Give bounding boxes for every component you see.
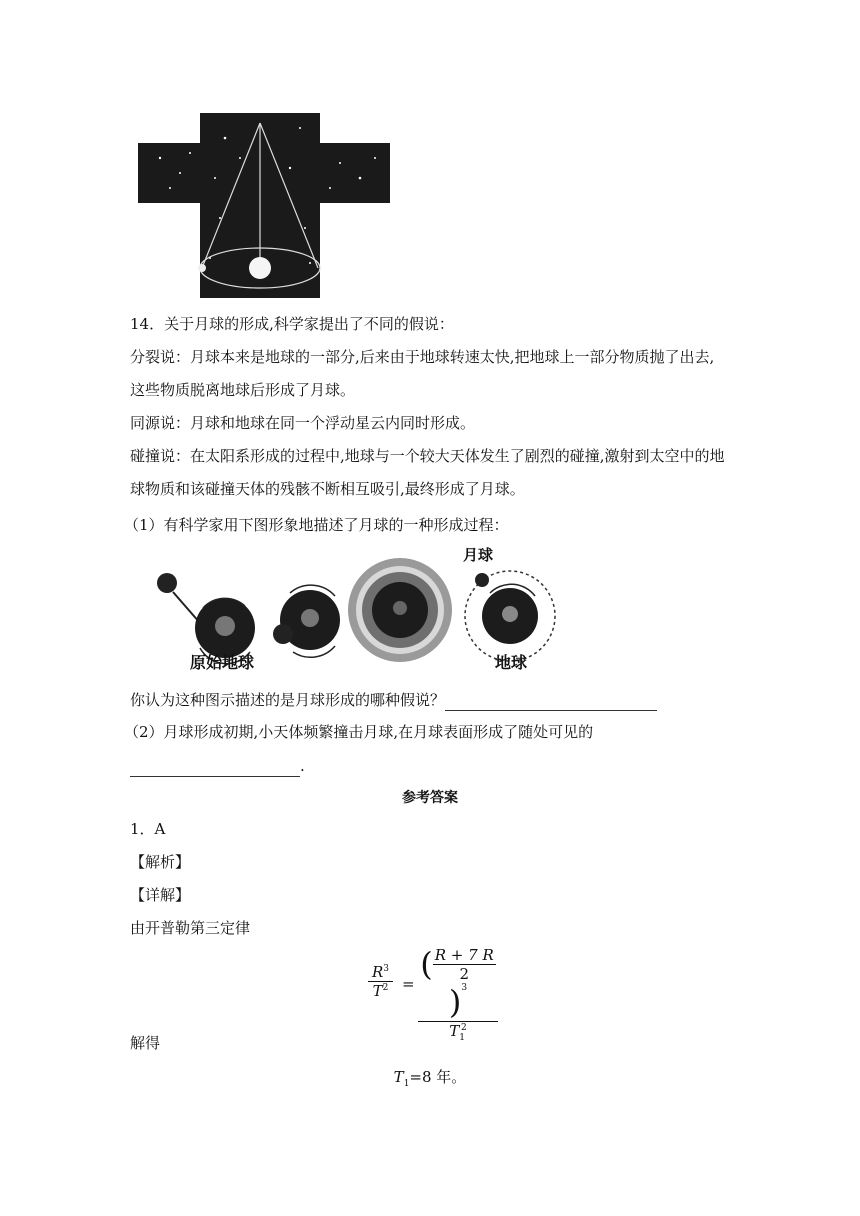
result-value: =8 年。 <box>409 1068 467 1086</box>
kepler-law-line: 由开普勒第三定律 <box>130 919 251 937</box>
fig-label-earth: 地球 <box>495 653 528 672</box>
result-subscript: 1 <box>403 1079 410 1089</box>
sub-question-2-blank-line <box>130 755 305 777</box>
solve-line: 解得 <box>130 1034 161 1052</box>
q14-title: 14．关于月球的形成,科学家提出了不同的假说： <box>130 315 454 333</box>
fig-label-original-earth: 原始地球 <box>190 653 255 672</box>
sub-question-1: （1）有科学家用下图形象地描述了月球的一种形成过程： <box>124 516 509 534</box>
hypothesis-impact-line2: 球物质和该碰撞天体的残骸不断相互吸引,最终形成了月球。 <box>130 480 525 498</box>
formula-equals: = <box>402 975 415 993</box>
sub-question-2: （2）月球形成初期,小天体频繁撞击月球,在月球表面形成了随处可见的 <box>124 723 594 741</box>
hypothesis-fission-line2: 这些物质脱离地球后形成了月球。 <box>130 381 356 399</box>
cone-starfield-figure <box>130 108 410 303</box>
moon-formation-figure <box>145 548 565 673</box>
hypothesis-fission-line1: 分裂说：月球本来是地球的一部分,后来由于地球转速太快,把地球上一部分物质抛了出去, <box>130 348 715 366</box>
result-variable: T <box>393 1068 404 1086</box>
fig-label-moon: 月球 <box>463 546 494 564</box>
analysis-tag: 【解析】 <box>130 853 191 871</box>
answer-1: 1．A <box>130 820 166 838</box>
result-line <box>0 1066 860 1089</box>
formula-left-fraction: $\frac{R^3}{T^2}$ <box>368 963 393 1000</box>
answers-heading: 参考答案 <box>402 790 458 806</box>
answer-blank-2[interactable] <box>130 760 300 777</box>
sub-question-1-prompt <box>130 689 657 711</box>
hypothesis-impact-line1: 碰撞说：在太阳系形成的过程中,地球与一个较大天体发生了剧烈的碰撞,激射到太空中的地 <box>130 447 725 465</box>
sub-question-2-period: . <box>300 757 305 775</box>
answer-blank-1[interactable] <box>445 692 657 711</box>
detail-tag: 【详解】 <box>130 886 191 904</box>
formula-right-fraction: ( $\frac{R + 7 R}{2}$ )$^3$ $T_1^2$ <box>418 945 498 1043</box>
sub-question-1-text: 你认为这种图示描述的是月球形成的哪种假说？ <box>130 691 446 709</box>
hypothesis-coformation: 同源说：月球和地球在同一个浮动星云内同时形成。 <box>130 414 476 432</box>
kepler-formula <box>368 945 498 1043</box>
